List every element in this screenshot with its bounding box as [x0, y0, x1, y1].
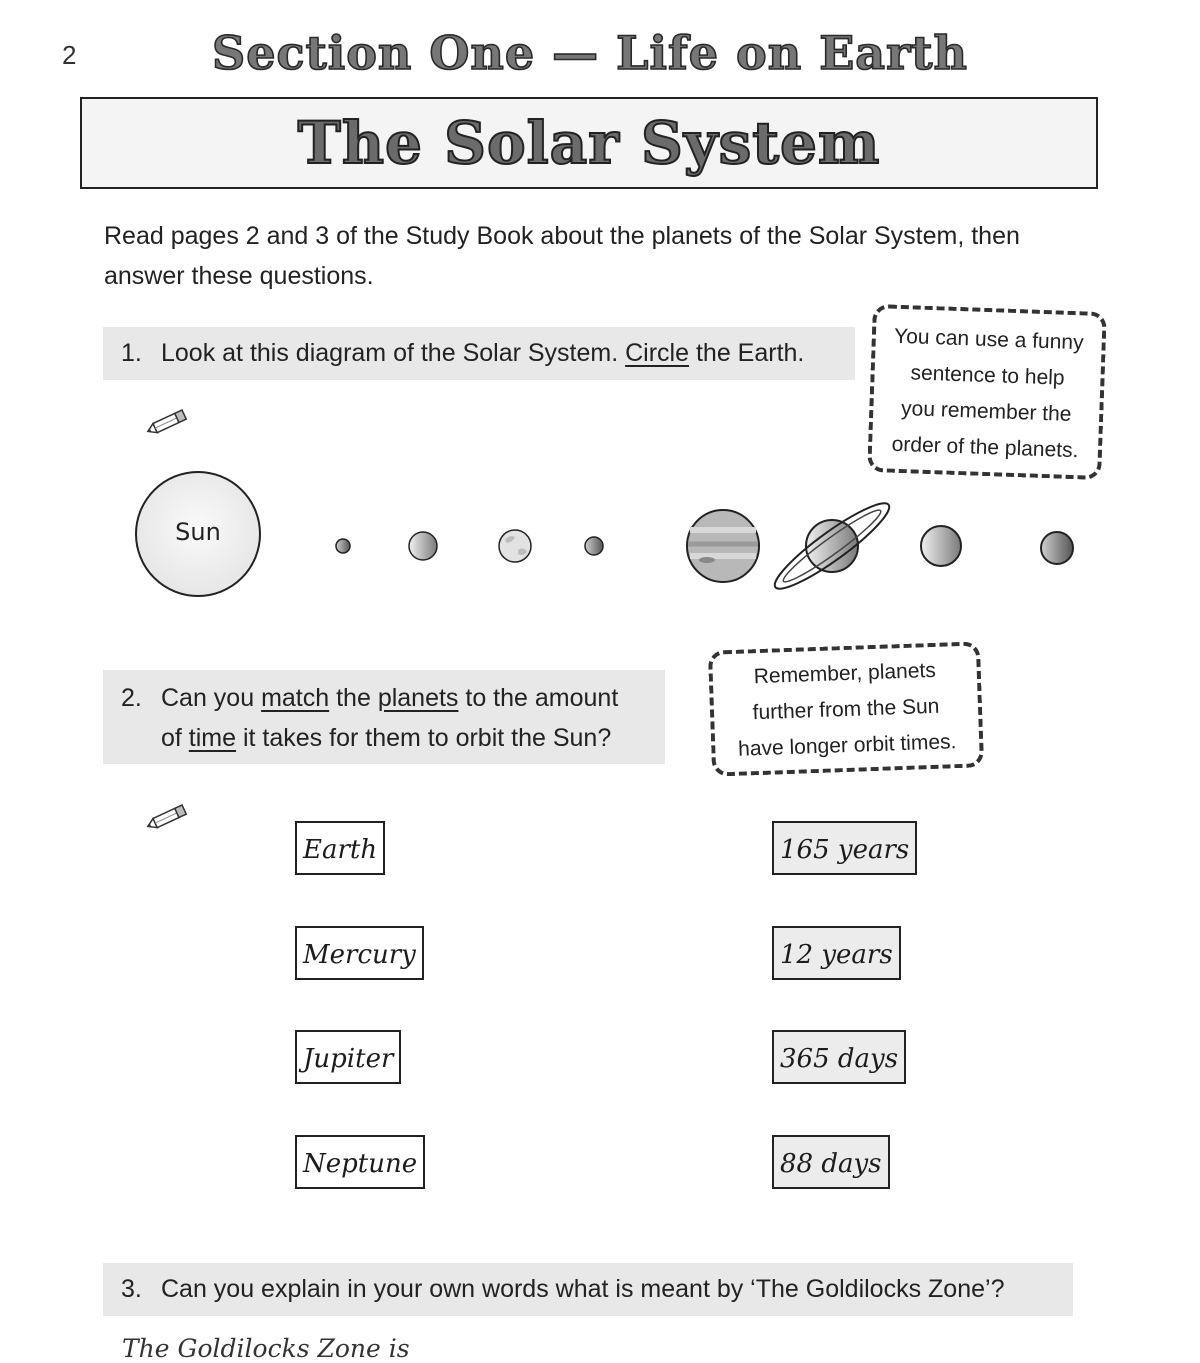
match-time-12-years[interactable]: 12 years	[772, 926, 901, 980]
question-text: the Earth.	[689, 339, 805, 367]
question-text: Look at this diagram of the Solar System.	[161, 339, 626, 367]
keyword-circle: Circle	[625, 339, 690, 367]
question-3	[103, 1263, 1073, 1316]
question-number: 3.	[121, 1275, 142, 1303]
planet-earth[interactable]	[499, 530, 531, 562]
planet-jupiter	[687, 510, 759, 582]
tip-line: You can use a funny	[893, 324, 1084, 355]
question-number: 1.	[121, 339, 142, 367]
match-time-165-years[interactable]: 165 years	[772, 821, 917, 875]
question-number: 2.	[121, 684, 142, 712]
keyword-match: match	[261, 684, 330, 712]
keyword-time: time	[188, 724, 237, 752]
sun-label: Sun	[175, 518, 221, 546]
planet-mercury	[336, 539, 350, 553]
planet-neptune	[1041, 532, 1073, 564]
planet-venus	[409, 532, 437, 560]
match-planet-mercury[interactable]: Mercury	[295, 926, 424, 980]
planet-mars	[585, 537, 603, 555]
question-text: Can you explain in your own words what is meant by ‘The Goldilocks Zone’?	[161, 1275, 1005, 1303]
planet-uranus	[921, 526, 961, 566]
question-1	[103, 327, 855, 380]
match-planet-earth[interactable]: Earth	[295, 821, 385, 875]
question-text: the	[329, 684, 378, 712]
match-planet-jupiter[interactable]: Jupiter	[295, 1030, 401, 1084]
answer-prompt[interactable]: The Goldilocks Zone is	[122, 1334, 410, 1363]
solar-system-diagram	[120, 460, 1100, 610]
question-text: to the amount	[458, 684, 619, 712]
page-number: 2	[62, 40, 77, 70]
tip-line: have longer orbit times.	[737, 730, 957, 761]
tip-line: you remember the	[900, 397, 1072, 426]
tip-line: further from the Sun	[752, 694, 940, 725]
pencil-icon	[142, 803, 190, 833]
match-planet-neptune[interactable]: Neptune	[295, 1135, 425, 1189]
page-title-box	[80, 97, 1098, 189]
tip-box-orbit	[708, 641, 984, 776]
match-time-365-days[interactable]: 365 days	[772, 1030, 906, 1084]
tip-line: Remember, planets	[753, 658, 937, 689]
page-title: The Solar System	[297, 109, 881, 177]
tip-line: order of the planets.	[891, 432, 1079, 463]
intro-text: Read pages 2 and 3 of the Study Book about the planets of the Solar System, then answer these questions.	[104, 222, 1020, 290]
question-text: it takes for them to orbit the Sun?	[236, 724, 612, 752]
planet-saturn	[767, 494, 897, 599]
pencil-icon	[142, 408, 190, 438]
match-time-88-days[interactable]: 88 days	[772, 1135, 890, 1189]
question-text: of	[161, 724, 189, 752]
question-text: Can you	[161, 684, 262, 712]
question-2	[103, 670, 665, 764]
keyword-planets: planets	[377, 684, 459, 712]
section-title: Section One — Life on Earth	[212, 26, 968, 80]
tip-line: sentence to help	[910, 361, 1065, 390]
tip-box-mnemonic	[867, 304, 1107, 480]
